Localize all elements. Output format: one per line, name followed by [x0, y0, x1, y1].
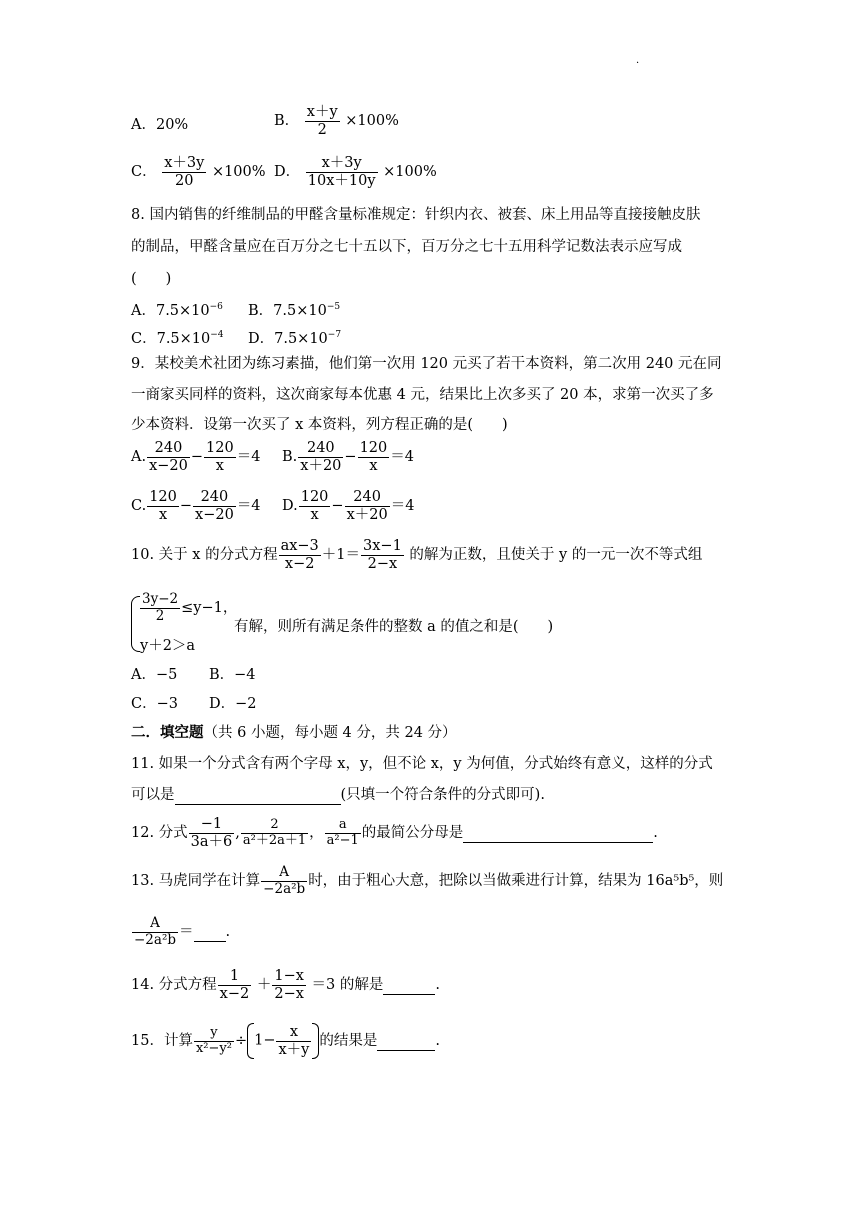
q9-line-2: 一商家买同样的资料，这次商家每本优惠 4 元，结果比上次多买了 20 本，求第一次买了多: [131, 387, 714, 403]
q10-option-d: D．−2: [209, 696, 257, 712]
fraction: $\frac{a}{\text{a²−1}}$: [326, 816, 359, 848]
q8-option-b: B．$7.5\times 10^{-5}$: [248, 302, 341, 319]
fraction: $\frac{120}{x}$: [149, 489, 177, 523]
fraction: $\frac{1-x}{2-x}$: [274, 968, 304, 1002]
answer-blank[interactable]: [463, 825, 653, 843]
fraction: $\frac{y}{\text{x²−y²}}$: [195, 1024, 232, 1056]
q10-system-row-2: y＋2＞a: [140, 638, 196, 654]
fraction: $\frac{120}{x}$: [300, 489, 329, 523]
q10-equation-line: 10. 关于 x 的分式方程 $\frac{ax-3}{x-2}$ ＋1＝ $\frac{3x-1}{2-x}$ 的解为正数，且使关于 y 的一元一次不等式组: [131, 538, 703, 572]
q9-option-a: A. $\frac{240}{x-20}$ − $\frac{120}{x}$ ＝4: [131, 440, 261, 474]
corner-mark: ·: [636, 58, 640, 69]
fraction: $\frac{A}{\text{−2a²b}}$: [134, 915, 177, 948]
q12-line: 12. 分式 $\frac{-1}{3a+6}$ , $\frac{2}{\text{a²＋2a＋1}}$ ， $\frac{a}{\text{a²−1}}$ 的最简公分母是 .: [131, 816, 658, 850]
answer-blank[interactable]: [175, 787, 341, 805]
q15-line: 15．计算 $\frac{y}{\text{x²−y²}}$ ÷ 1− $\frac{x}{x+y}$ 的结果是 .: [131, 1023, 440, 1058]
q10-option-b: B．−4: [209, 667, 256, 683]
fraction: $\frac{120}{x}$: [359, 440, 388, 474]
fraction: $\frac{1}{x-2}$: [219, 968, 250, 1002]
q8-option-d: D．$7.5\times 10^{-7}$: [248, 330, 342, 347]
q7-option-c: C． $\frac{x+3y}{20}$ ×100%: [131, 155, 266, 189]
q9-option-b: B. $\frac{240}{x+20}$ − $\frac{120}{x}$ ＝4: [282, 440, 414, 474]
q7-option-a: A．20%: [131, 117, 189, 133]
q10-system-post: 有解，则所有满足条件的整数 a 的值之和是( ): [234, 619, 554, 635]
section-2-header: 二．填空题（共 6 小题，每小题 4 分，共 24 分）: [131, 724, 457, 741]
q10-option-c: C．−3: [131, 696, 178, 712]
q9-line-1: 9．某校美术社团为练习素描，他们第一次用 120 元买了若干本资料，第二次用 240 元在同: [131, 356, 722, 372]
q13-line-2: $\frac{A}{\text{−2a²b}}$ ＝ .: [134, 915, 231, 948]
q11-line-2: 可以是 (只填一个符合条件的分式即可).: [131, 787, 545, 803]
answer-blank[interactable]: [383, 977, 435, 995]
fraction: $\frac{x+3y}{20}$: [164, 155, 205, 189]
fraction: $\frac{A}{\text{−2a²b}}$: [263, 864, 306, 897]
q8-option-c: C．$7.5\times 10^{-4}$: [131, 330, 224, 347]
fraction: $\frac{240}{x-20}$: [195, 489, 234, 523]
fraction: $\frac{3x-1}{2-x}$: [363, 538, 402, 572]
q8-line-2: 的制品，甲醛含量应在百万分之七十五以下，百万分之七十五用科学记数法表示应写成: [131, 239, 682, 255]
answer-blank[interactable]: [194, 924, 226, 942]
q7-option-d: D． $\frac{x+3y}{10x+10y}$ ×100%: [274, 155, 437, 189]
q9-option-d: D. $\frac{120}{x}$ − $\frac{240}{x+20}$ ＝4: [282, 489, 415, 523]
q9-line-3: 少本资料．设第一次买了 x 本资料，列方程正确的是( ): [131, 417, 508, 433]
q8-option-a: A．$7.5\times 10^{-6}$: [131, 302, 223, 319]
fraction: $\frac{ax-3}{x-2}$: [280, 538, 319, 572]
q10-system-row-1: $\frac{3y-2}{2}$ ≤y−1，: [142, 591, 238, 624]
q9-option-c: C. $\frac{120}{x}$ − $\frac{240}{x-20}$ ＝4: [131, 489, 261, 523]
fraction: $\frac{2}{\text{a²＋2a＋1}}$: [242, 816, 307, 848]
q10-option-a: A．−5: [131, 667, 178, 683]
q7-option-b: B． $\frac{x+y}{2}$ ×100%: [274, 104, 399, 138]
fraction: $\frac{240}{x-20}$: [149, 440, 188, 474]
answer-blank[interactable]: [377, 1033, 435, 1051]
fraction: $\frac{-1}{3a+6}$: [190, 816, 233, 850]
q14-line: 14. 分式方程 $\frac{1}{x-2}$ ＋ $\frac{1-x}{2-x}$ ＝3 的解是 .: [131, 968, 440, 1002]
q13-line-1: 13. 马虎同学在计算 $\frac{A}{\text{−2a²b}}$ 时，由于粗心大意，把除以当做乘进行计算，结果为 16a⁵b⁵，则: [131, 864, 724, 897]
q11-line-1: 11. 如果一个分式含有两个字母 x，y，但不论 x，y 为何值，分式始终有意义，这样的分式: [131, 756, 713, 772]
fraction: $\frac{3y-2}{2}$: [142, 591, 179, 624]
fraction: $\frac{240}{x+20}$: [346, 489, 388, 523]
fraction: $\frac{240}{x+20}$: [300, 440, 342, 474]
fraction: $\frac{x+3y}{10x+10y}$: [307, 155, 376, 189]
fraction: $\frac{120}{x}$: [206, 440, 234, 474]
fraction: $\frac{x}{x+y}$: [278, 1023, 310, 1058]
q8-line-1: 8. 国内销售的纤维制品的甲醛含量标准规定：针织内衣、被套、床上用品等直接接触皮肤: [131, 207, 701, 223]
q8-line-3: ( ): [131, 271, 172, 287]
fraction: $\frac{x+y}{2}$: [306, 104, 338, 138]
